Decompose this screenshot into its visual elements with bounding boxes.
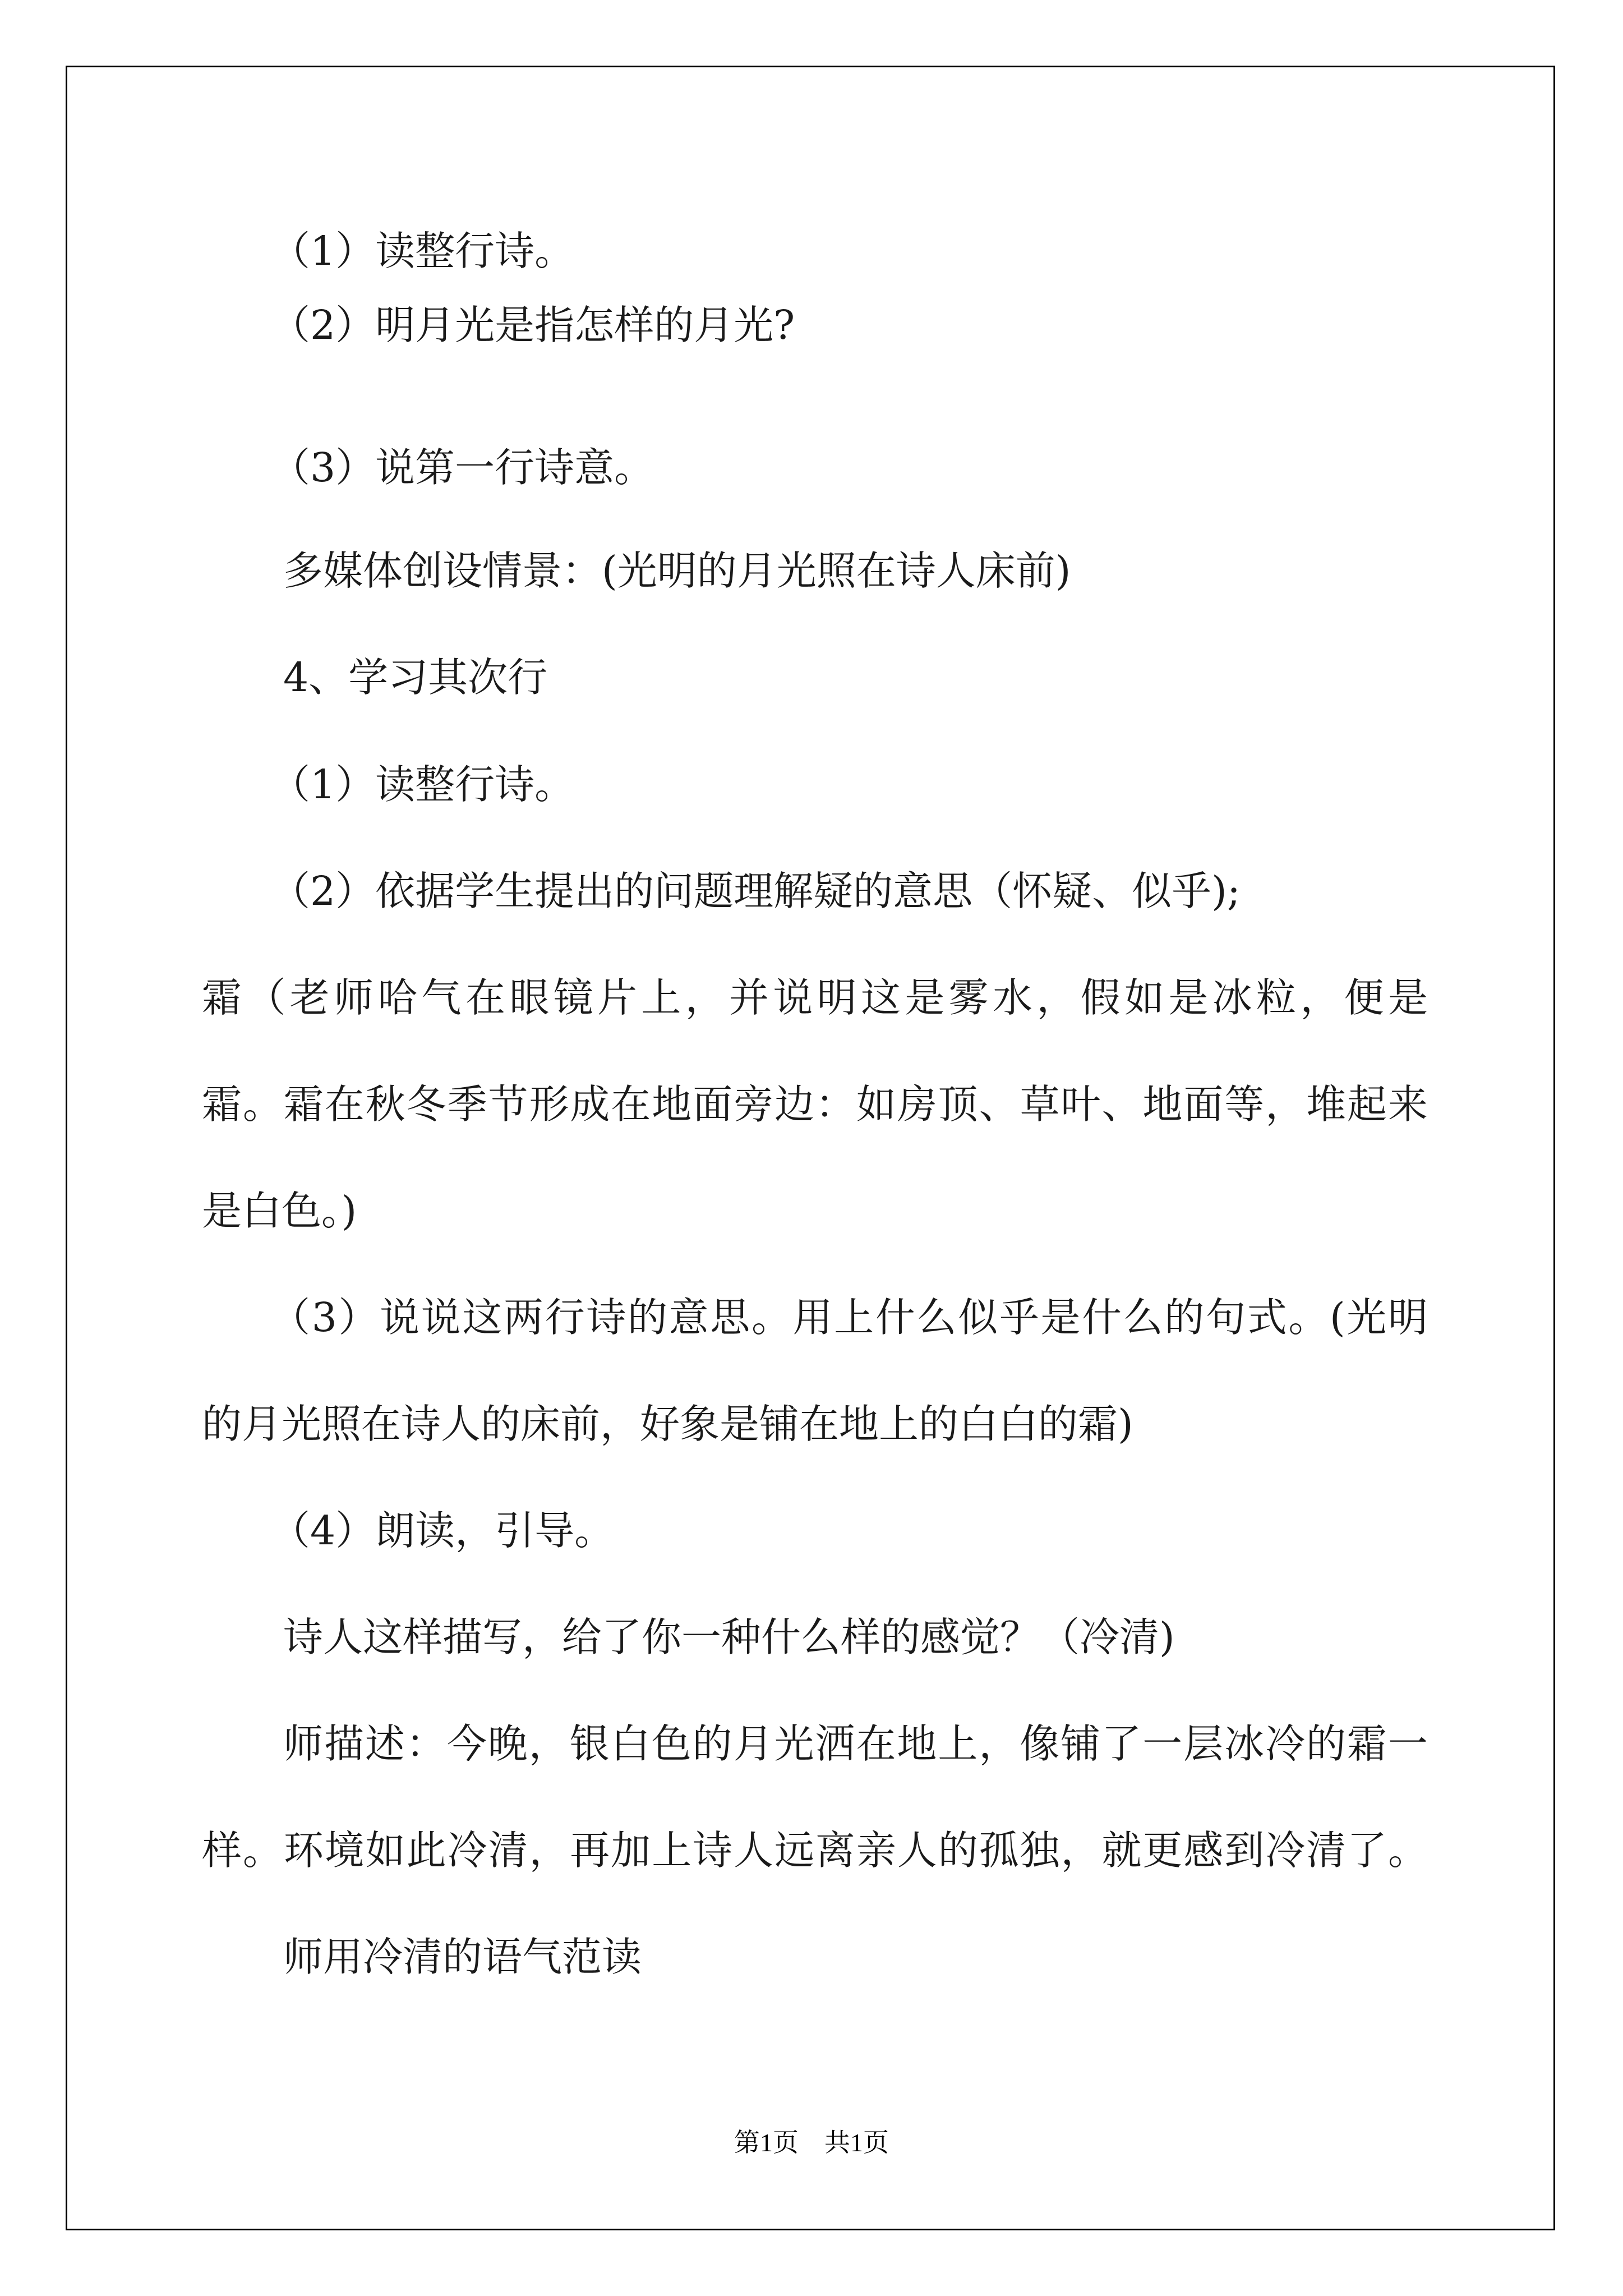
page-footer: 第1页 共1页: [734, 2128, 889, 2157]
line-1: （1）读整行诗。: [270, 228, 575, 274]
line-13: （4）朗读，引导。: [270, 1507, 615, 1554]
line-2: （2）明月光是指怎样的月光?: [270, 302, 795, 348]
line-16: 样。环境如此冷清，再加上诗人远离亲人的孤独，就更感到冷清了。: [202, 1827, 1428, 1874]
line-15: 师描述：今晚，银白色的月光洒在地上，像铺了一层冰冷的霜一: [283, 1720, 1428, 1767]
line-7: （2）依据学生提出的问题理解疑的意思（怀疑、似乎);: [270, 868, 1241, 914]
line-3: （3）说第一行诗意。: [270, 444, 654, 491]
line-17: 师用冷清的语气范读: [283, 1934, 642, 1980]
line-10: 是白色。): [202, 1188, 357, 1234]
line-11: （3）说说这两行诗的意思。用上什么似乎是什么的句式。(光明: [270, 1294, 1428, 1341]
line-6: （1）读整行诗。: [270, 761, 575, 808]
line-9: 霜。霜在秋冬季节形成在地面旁边：如房顶、草叶、地面等，堆起来: [202, 1081, 1428, 1128]
line-14: 诗人这样描写，给了你一种什么样的感觉？（冷清): [283, 1614, 1175, 1660]
line-5: 4、学习其次行: [283, 654, 548, 701]
line-4: 多媒体创设情景：(光明的月光照在诗人床前): [283, 547, 1071, 594]
line-12: 的月光照在诗人的床前，好象是铺在地上的白白的霜): [202, 1401, 1133, 1447]
line-8: 霜（老师哈气在眼镜片上，并说明这是雾水，假如是冰粒，便是: [202, 974, 1428, 1021]
page-border: [66, 66, 1555, 2230]
